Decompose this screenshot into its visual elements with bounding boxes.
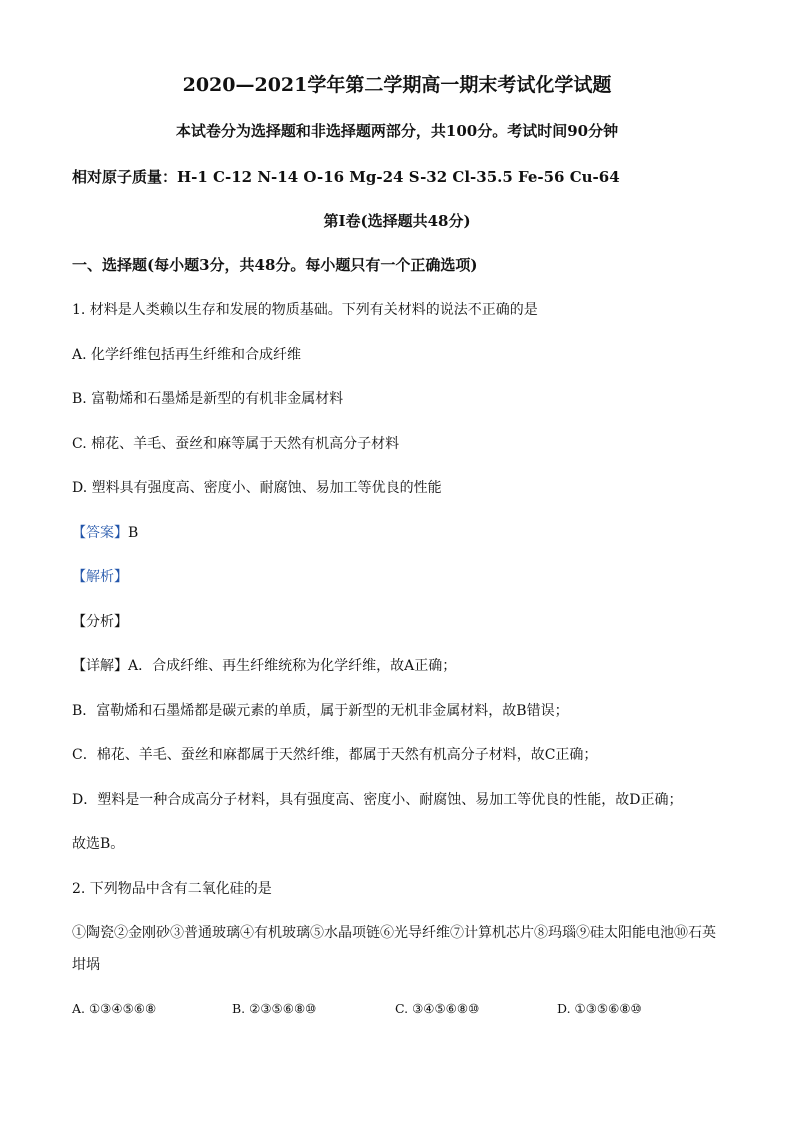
q1-detail-a — [72, 656, 456, 676]
q1-conclusion: 故选B。 — [72, 836, 125, 852]
fenxi-tag: 【分析】 — [72, 614, 128, 630]
detail-text-a: A．合成纤维、再生纤维统称为化学纤维，故A正确； — [128, 658, 457, 674]
section-heading: 一、选择题(每小题3分，共48分。每小题只有一个正确选项) — [72, 256, 478, 274]
q1-option-b: B. 富勒烯和石墨烯是新型的有机非金属材料 — [72, 391, 344, 407]
q2-option-b: B. ②③⑤⑥⑧⑩ — [232, 1001, 317, 1016]
q1-option-a: A. 化学纤维包括再生纤维和合成纤维 — [72, 347, 302, 363]
exam-subtitle: 本试卷分为选择题和非选择题两部分，共100分。考试时间90分钟 — [175, 122, 619, 140]
jiexi-tag: 【解析】 — [72, 569, 128, 585]
q2-option-c: C. ③④⑤⑥⑧⑩ — [395, 1001, 480, 1016]
q1-detail-c: C．棉花、羊毛、蚕丝和麻都属于天然纤维，都属于天然有机高分子材料，故C正确； — [72, 747, 598, 763]
answer-value: B — [128, 525, 139, 541]
q2-stem: 2. 下列物品中含有二氧化硅的是 — [72, 881, 272, 897]
answer-tag: 【答案】 — [72, 525, 128, 541]
detail-tag: 【详解】 — [72, 658, 128, 674]
volume-heading: 第I卷(选择题共48分) — [323, 212, 471, 230]
q2-option-a: A. ①③④⑤⑥⑧ — [72, 1001, 157, 1016]
exam-title: 2020—2021学年第二学期高一期末考试化学试题 — [182, 74, 612, 96]
q1-option-d: D. 塑料具有强度高、密度小、耐腐蚀、易加工等优良的性能 — [72, 480, 442, 496]
q1-detail-b: B．富勒烯和石墨烯都是碳元素的单质，属于新型的无机非金属材料，故B错误； — [72, 703, 569, 719]
q1-option-c: C. 棉花、羊毛、蚕丝和麻等属于天然有机高分子材料 — [72, 436, 400, 452]
q1-answer — [72, 523, 138, 543]
q2-items-line1: ①陶瓷②金刚砂③普通玻璃④有机玻璃⑤水晶项链⑥光导纤维⑦计算机芯片⑧玛瑙⑨硅太阳能电池⑩石英 — [72, 925, 716, 941]
q2-items-line2: 坩埚 — [72, 957, 100, 973]
q1-detail-d: D．塑料是一种合成高分子材料，具有强度高、密度小、耐腐蚀、易加工等优良的性能，故D正确； — [72, 792, 683, 808]
q2-option-d: D. ①③⑤⑥⑧⑩ — [557, 1001, 642, 1016]
atomic-mass-line: 相对原子质量：H-1 C-12 N-14 O-16 Mg-24 S-32 Cl-35.5 Fe-56 Cu-64 — [72, 168, 620, 186]
q1-stem: 1. 材料是人类赖以生存和发展的物质基础。下列有关材料的说法不正确的是 — [72, 302, 538, 318]
